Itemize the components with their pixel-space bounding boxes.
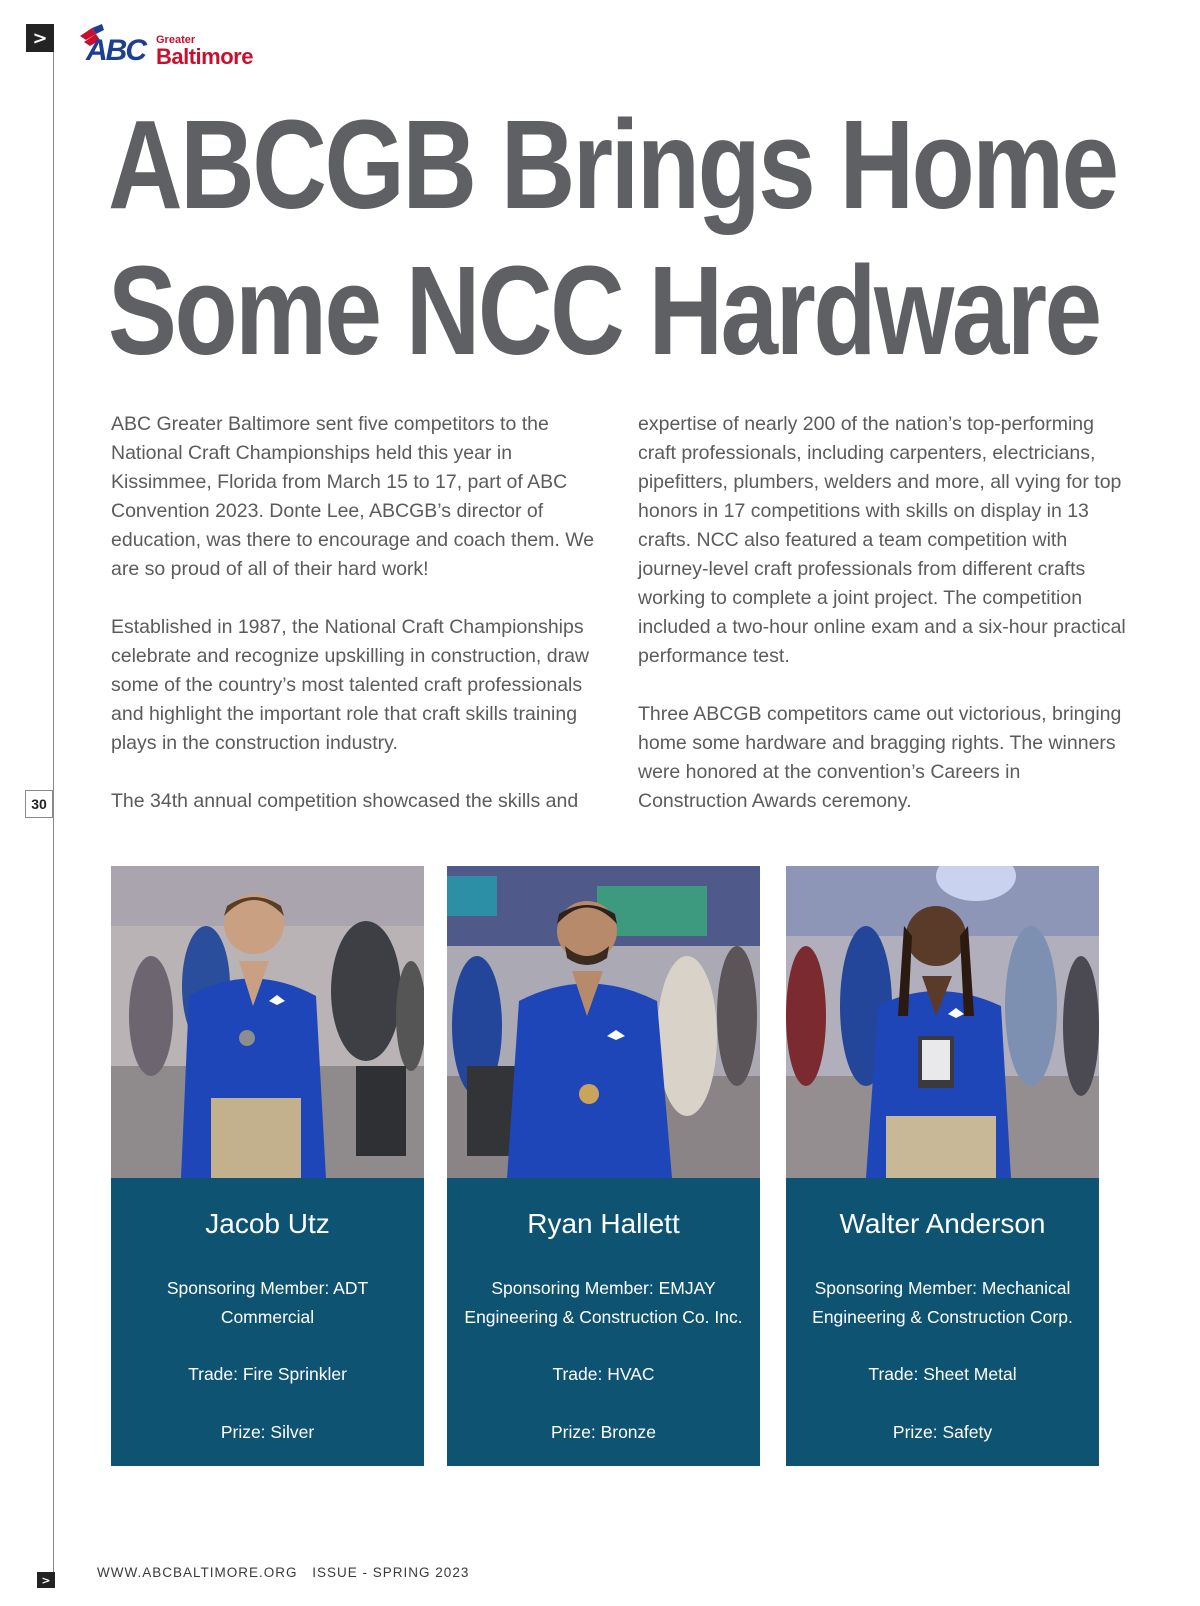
winner-info-panel	[447, 1178, 760, 1466]
page-title-line-1: ABCGB Brings Home	[108, 94, 1117, 235]
winner-prize: Prize: Safety	[892, 1422, 993, 1442]
next-page-arrow-icon[interactable]: >	[37, 1572, 55, 1588]
previous-page-arrow-icon[interactable]: >	[26, 24, 54, 52]
svg-text:ABC: ABC	[86, 34, 145, 67]
winner-trade: Trade: Sheet Metal	[868, 1364, 1017, 1384]
footer-issue: ISSUE - SPRING 2023	[312, 1565, 470, 1580]
page-title	[108, 92, 1117, 384]
page-footer	[97, 1565, 479, 1580]
abc-greater-baltimore-logo	[78, 22, 258, 68]
winner-info-panel	[111, 1178, 424, 1466]
winner-name: Ryan Hallett	[527, 1208, 680, 1239]
winner-sponsor: Sponsoring Member: EMJAY Engineering & Construction Co. Inc.	[464, 1278, 743, 1327]
winner-card	[786, 866, 1099, 1466]
winner-card	[111, 866, 424, 1466]
article-paragraph: Three ABCGB competitors came out victorious, bringing home some hardware and bragging rights. The winners were honored at the convention’s Careers in Construction Awards ceremony.	[638, 703, 1122, 812]
article-column-right	[638, 410, 1128, 845]
page-number: 30	[25, 790, 53, 818]
logo-greater-text: Greater	[156, 34, 196, 46]
winner-trade: Trade: HVAC	[552, 1364, 655, 1384]
winner-sponsor: Sponsoring Member: ADT Commercial	[166, 1278, 369, 1327]
article-column-left	[111, 410, 603, 845]
winner-prize: Prize: Bronze	[550, 1422, 657, 1442]
winner-name: Walter Anderson	[839, 1208, 1046, 1239]
footer-website-link[interactable]: WWW.ABCBALTIMORE.ORG	[97, 1565, 298, 1580]
winner-trade: Trade: Fire Sprinkler	[188, 1364, 347, 1384]
winner-name: Jacob Utz	[205, 1208, 330, 1239]
article-paragraph: ABC Greater Baltimore sent five competitors to the National Craft Championships held this year in Kissimmee, Florida from March 15 to 17, part of ABC Convention 2023. Donte Lee, ABCGB’s director of education, was there to encourage and coach them. We are so proud of all of their hard work!	[111, 413, 595, 580]
winner-sponsor: Sponsoring Member: Mechanical Engineering & Construction Corp.	[812, 1278, 1073, 1327]
page-title-line-2: Some NCC Hardware	[108, 240, 1100, 381]
winner-photo	[447, 866, 760, 1178]
winner-card	[447, 866, 760, 1466]
abc-logo-mark-icon	[78, 22, 154, 68]
article-paragraph: The 34th annual competition showcased the skills and	[111, 790, 579, 812]
article-paragraph: expertise of nearly 200 of the nation’s top-performing craft professionals, including carpenters, electricians, pipefitters, plumbers, welders and more, all vying for top honors in 17 competitions with skills on display in 13 crafts. NCC also featured a team competition with journey-level craft professionals from different crafts working to complete a joint project. The competition included a two-hour online exam and a six-hour practical performance test.	[638, 413, 1126, 667]
winner-prize: Prize: Silver	[220, 1422, 315, 1442]
article-paragraph: Established in 1987, the National Craft Championships celebrate and recognize upskilling in construction, draw some of the country’s most talented craft professionals and highlight the important role that craft skills training plays in the construction industry.	[111, 616, 590, 754]
winner-info-panel	[786, 1178, 1099, 1466]
page-rail-line	[53, 40, 54, 1576]
winner-photo	[111, 866, 424, 1178]
logo-city-text: Baltimore	[156, 44, 253, 69]
winner-photo	[786, 866, 1099, 1178]
